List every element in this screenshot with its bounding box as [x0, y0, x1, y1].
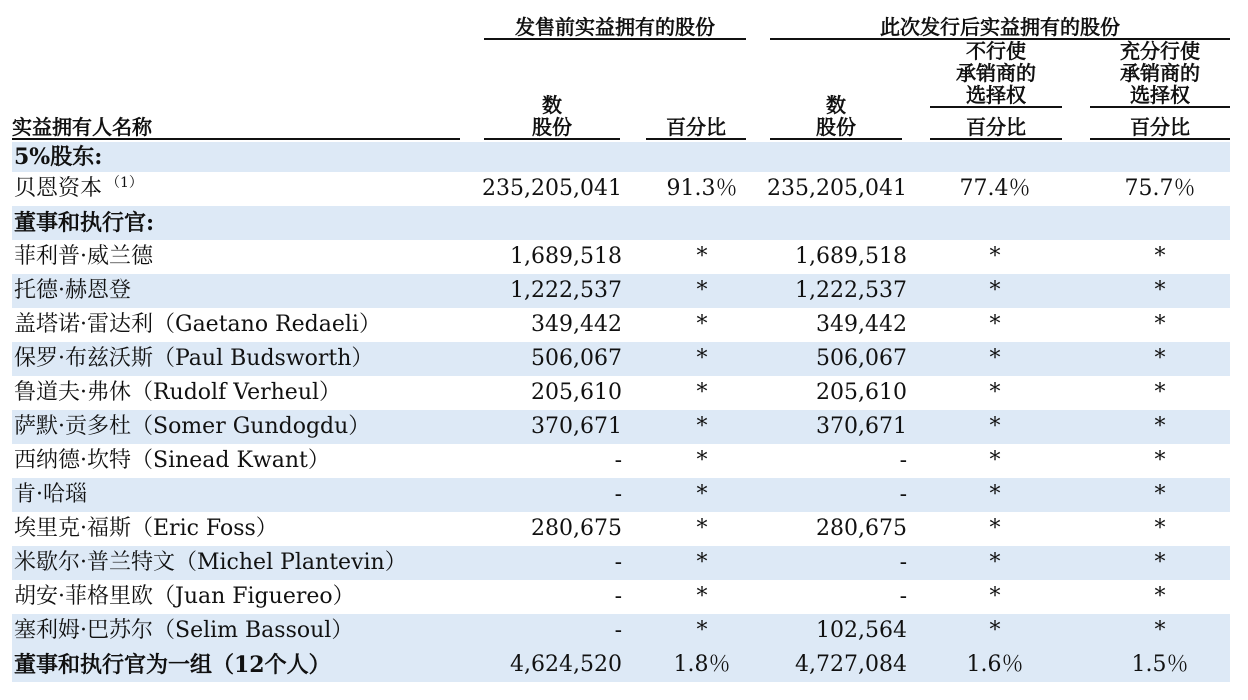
pct-pre: * [696, 414, 708, 439]
section-label: 董事和执行官: [14, 210, 155, 236]
pct-full-option: * [1154, 448, 1166, 473]
shares-post: - [899, 550, 907, 575]
owner-name: 胡安·菲格里欧（Juan Figuereo） [14, 584, 355, 609]
pct-no-option: * [989, 584, 1001, 609]
pct-full-option: 1.5％ [1131, 652, 1189, 677]
owner-name: 托德·赫恩登 [14, 278, 131, 303]
shares-pre-header: 数 股份 [484, 94, 620, 140]
shares-pre: 370,671 [531, 414, 622, 439]
pct-full-option: * [1154, 380, 1166, 405]
table-row [12, 410, 1230, 444]
pct-full-option: * [1154, 516, 1166, 541]
shares-post: - [899, 482, 907, 507]
pct-full-option: * [1154, 346, 1166, 371]
pct-pre: * [696, 618, 708, 643]
pct-no-option: * [989, 312, 1001, 337]
table-row [12, 478, 1230, 512]
shares-pre: 1,689,518 [510, 244, 622, 269]
owner-name: 菲利普·威兰德 [14, 244, 153, 269]
shares-post: 102,564 [816, 618, 907, 643]
owner-name: 董事和执行官为一组（12个人） [14, 652, 331, 678]
shares-post-header: 数 股份 [770, 94, 902, 140]
shares-pre: - [614, 550, 622, 575]
table-row [12, 512, 1230, 546]
table-row-total [12, 648, 1230, 682]
owner-name: 塞利姆·巴苏尔（Selim Bassoul） [14, 618, 354, 643]
shares-pre: 235,205,041 [482, 176, 622, 201]
table-row [12, 240, 1230, 274]
table-row [12, 274, 1230, 308]
shares-post: 506,067 [816, 346, 907, 371]
table-row [12, 376, 1230, 410]
shares-post: - [899, 448, 907, 473]
shares-post: 349,442 [816, 312, 907, 337]
pct-pre: * [696, 482, 708, 507]
owner-name: 肯·哈瑙 [14, 482, 87, 507]
shares-post: 235,205,041 [767, 176, 907, 201]
shares-post: 1,222,537 [795, 278, 907, 303]
pct-pre: * [696, 550, 708, 575]
shares-post: - [899, 584, 907, 609]
pct-full-option: 75.7％ [1124, 176, 1196, 201]
table-row [12, 342, 1230, 376]
pct-pre: * [696, 346, 708, 371]
owner-name: 保罗·布兹沃斯（Paul Budsworth） [14, 346, 374, 371]
pct-no-option: * [989, 244, 1001, 269]
shares-post: 280,675 [816, 516, 907, 541]
pct-full-option: * [1154, 312, 1166, 337]
owner-name-text: 贝恩资本 [14, 176, 103, 201]
pct-no-option: * [989, 482, 1001, 507]
shares-pre: - [614, 482, 622, 507]
shares-pre: 349,442 [531, 312, 622, 337]
pct-no-option: 1.6％ [966, 652, 1024, 677]
footnote-marker: （1） [106, 175, 143, 191]
post-offering-group-header: 此次发行后实益拥有的股份 [770, 16, 1230, 40]
shares-pre: 4,624,520 [510, 652, 622, 677]
pct-pre: * [696, 516, 708, 541]
pct-full-option: * [1154, 618, 1166, 643]
full-option-header: 充分行使 承销商的 选择权 [1090, 40, 1230, 108]
pct-full-option: * [1154, 244, 1166, 269]
no-option-header: 不行使 承销商的 选择权 [930, 40, 1062, 108]
table-row [12, 546, 1230, 580]
table-row [12, 444, 1230, 478]
table-row [12, 614, 1230, 648]
pct-no-option: * [989, 346, 1001, 371]
pct-no-option: * [989, 414, 1001, 439]
pct-pre: * [696, 312, 708, 337]
owner-name: 米歇尔·普兰特文（Michel Plantevin） [14, 550, 407, 575]
owner-name [14, 172, 143, 206]
pct-pre: * [696, 584, 708, 609]
full-option-pct-header: 百分比 [1090, 116, 1230, 140]
pct-no-option: * [989, 278, 1001, 303]
pct-full-option: * [1154, 482, 1166, 507]
owner-name: 萨默·贡多杜（Somer Gundogdu） [14, 414, 371, 439]
pct-full-option: * [1154, 278, 1166, 303]
shares-pre: 205,610 [531, 380, 622, 405]
section-five-pct [12, 142, 1230, 172]
shares-pre: 1,222,537 [510, 278, 622, 303]
shares-pre: - [614, 448, 622, 473]
section-label: 5%股东: [14, 144, 103, 170]
pct-pre: * [696, 448, 708, 473]
pct-full-option: * [1154, 414, 1166, 439]
pct-pre: * [696, 380, 708, 405]
no-option-pct-header: 百分比 [930, 116, 1062, 140]
pct-no-option: * [989, 448, 1001, 473]
owner-name: 西纳德·坎特（Sinead Kwant） [14, 448, 330, 473]
shares-pre: - [614, 618, 622, 643]
pct-no-option: * [989, 550, 1001, 575]
owner-name: 盖塔诺·雷达利（Gaetano Redaeli） [14, 312, 381, 337]
director-rows [12, 240, 1230, 648]
pct-pre-header: 百分比 [646, 116, 746, 140]
shares-pre: 280,675 [531, 516, 622, 541]
pre-offering-group-header: 发售前实益拥有的股份 [484, 16, 746, 40]
pct-no-option: * [989, 380, 1001, 405]
pct-pre: * [696, 244, 708, 269]
shares-post: 205,610 [816, 380, 907, 405]
pct-pre: 1.8％ [673, 652, 731, 677]
shares-post: 1,689,518 [795, 244, 907, 269]
pct-pre: 91.3％ [666, 176, 738, 201]
owner-name: 鲁道夫·弗休（Rudolf Verheul） [14, 380, 342, 405]
pct-full-option: * [1154, 550, 1166, 575]
shares-pre: 506,067 [531, 346, 622, 371]
section-directors [12, 206, 1230, 240]
pct-no-option: 77.4％ [959, 176, 1031, 201]
pct-pre: * [696, 278, 708, 303]
pct-no-option: * [989, 618, 1001, 643]
pct-no-option: * [989, 516, 1001, 541]
shares-post: 370,671 [816, 414, 907, 439]
table-row [12, 580, 1230, 614]
table-row [12, 308, 1230, 342]
pct-full-option: * [1154, 584, 1166, 609]
owner-name-header: 实益拥有人名称 [12, 116, 460, 140]
owner-name: 埃里克·福斯（Eric Foss） [14, 516, 278, 541]
shares-post: 4,727,084 [795, 652, 907, 677]
table-row-bain [12, 172, 1230, 206]
shares-pre: - [614, 584, 622, 609]
table-body [12, 142, 1230, 682]
